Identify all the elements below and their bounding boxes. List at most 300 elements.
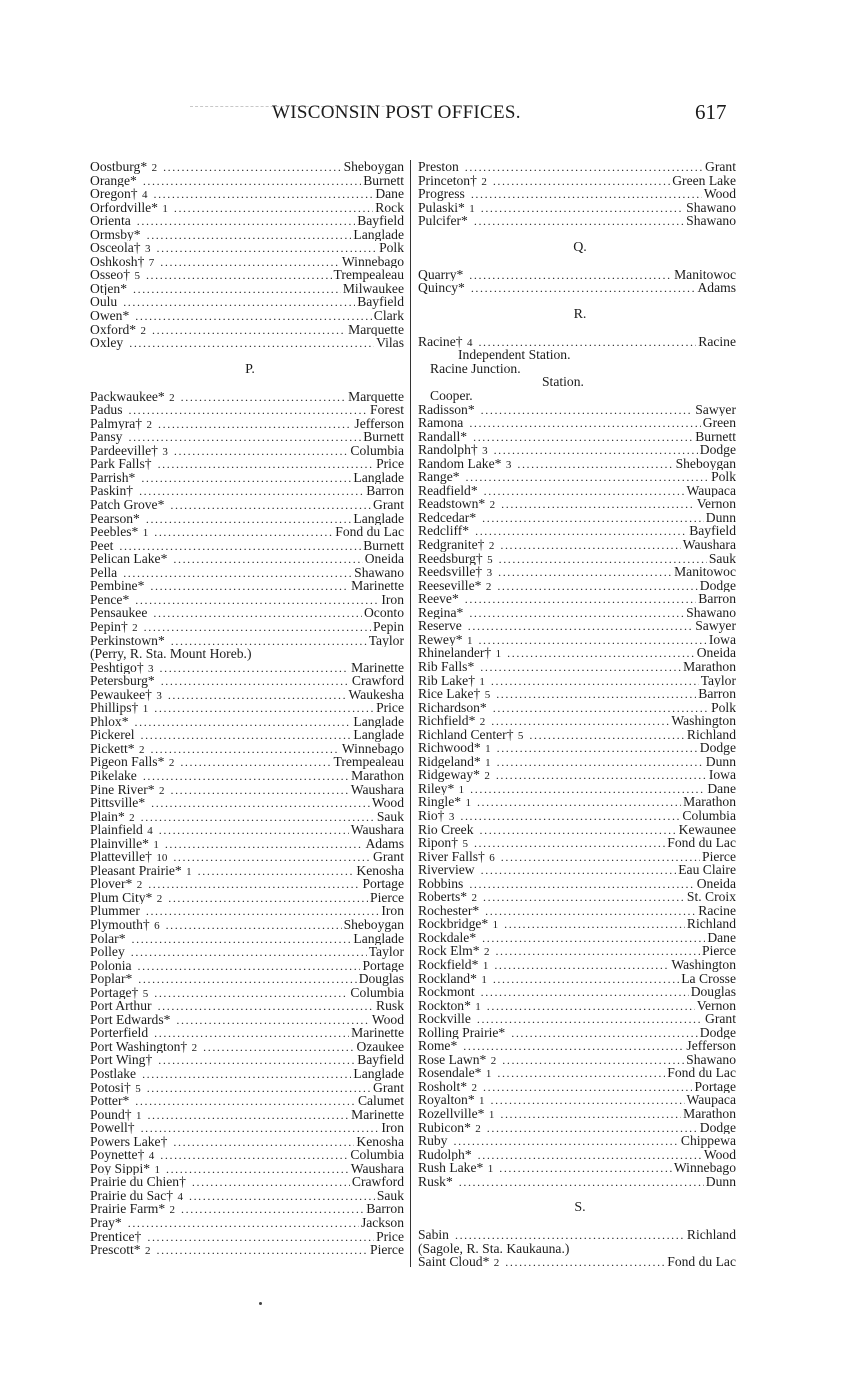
post-office-entry bbox=[90, 796, 404, 810]
post-office-name bbox=[90, 390, 175, 404]
office-name-text: Richland Center† bbox=[418, 727, 514, 742]
county-name: Waupaca bbox=[686, 483, 736, 498]
post-office-name bbox=[418, 524, 469, 538]
office-name-text: Redcedar* bbox=[418, 510, 477, 525]
dot-leader bbox=[469, 417, 700, 430]
county-name: Marathon bbox=[351, 768, 404, 783]
dot-leader bbox=[123, 567, 352, 580]
county-name: Langlade bbox=[353, 931, 404, 946]
post-office-name bbox=[418, 174, 487, 188]
post-office-name bbox=[90, 471, 135, 485]
county-name: Marathon bbox=[683, 1107, 736, 1121]
dot-leader bbox=[477, 796, 681, 809]
office-name-text: Oxford* bbox=[90, 322, 137, 337]
right-column bbox=[418, 160, 736, 1269]
post-office-name bbox=[418, 268, 463, 282]
county-name: Shawano bbox=[686, 214, 736, 228]
post-office-entry bbox=[418, 836, 736, 850]
county-name: Taylor bbox=[368, 945, 404, 959]
post-office-name bbox=[418, 1175, 453, 1189]
office-mark: 1 bbox=[458, 783, 465, 796]
dot-leader bbox=[481, 404, 694, 417]
office-mark: 2 bbox=[191, 1041, 198, 1054]
office-name-text: Rosendale* bbox=[418, 1066, 482, 1080]
post-office-entry bbox=[418, 1012, 736, 1026]
county-name: Wood bbox=[371, 796, 404, 810]
county-name: Milwaukee bbox=[342, 281, 404, 296]
dot-leader bbox=[150, 580, 349, 593]
dot-leader bbox=[487, 1000, 695, 1013]
office-mark: 3 bbox=[486, 567, 493, 579]
post-office-name bbox=[90, 810, 135, 824]
post-office-entry bbox=[418, 1134, 736, 1148]
post-office-name bbox=[90, 769, 137, 783]
dot-leader bbox=[499, 553, 707, 566]
office-mark: 10 bbox=[156, 852, 168, 864]
office-mark: 2 bbox=[169, 391, 175, 404]
dot-leader bbox=[485, 905, 696, 918]
post-office-entry bbox=[90, 471, 404, 485]
dot-leader bbox=[173, 851, 371, 864]
county-name: Winnebago bbox=[673, 1161, 736, 1175]
office-mark: 2 bbox=[493, 1257, 500, 1269]
post-office-entry bbox=[418, 443, 736, 457]
county-name: Wood bbox=[371, 1012, 404, 1027]
dot-leader bbox=[474, 215, 684, 228]
office-mark: 2 bbox=[136, 879, 143, 891]
post-office-name bbox=[90, 160, 157, 174]
post-office-entry bbox=[90, 255, 404, 269]
office-mark: 1 bbox=[153, 838, 159, 851]
dot-leader bbox=[129, 337, 374, 350]
dot-leader bbox=[469, 269, 672, 282]
office-name-text: Powers Lake† bbox=[90, 1134, 168, 1149]
post-office-name bbox=[90, 891, 162, 905]
post-office-entry bbox=[418, 877, 736, 891]
dot-leader bbox=[469, 607, 684, 620]
post-office-name bbox=[418, 606, 463, 620]
post-office-entry bbox=[418, 403, 736, 417]
post-office-entry bbox=[90, 1148, 404, 1162]
dot-leader bbox=[475, 525, 687, 538]
office-name-text: Radisson* bbox=[418, 402, 475, 417]
office-name-text: Redcliff* bbox=[418, 524, 470, 539]
post-office-entry bbox=[90, 701, 404, 715]
post-office-name bbox=[418, 619, 462, 633]
dot-leader bbox=[497, 1067, 665, 1080]
post-office-name bbox=[418, 646, 501, 660]
dot-leader bbox=[181, 1203, 364, 1216]
office-name-text: Rockbridge* bbox=[418, 917, 489, 931]
post-office-entry bbox=[90, 1067, 404, 1081]
post-office-name bbox=[418, 497, 495, 511]
post-office-name bbox=[418, 1161, 493, 1175]
dot-leader bbox=[144, 621, 371, 634]
office-name-text: Porterfield bbox=[90, 1026, 149, 1040]
post-office-entry bbox=[418, 268, 736, 282]
post-office-entry bbox=[90, 945, 404, 959]
county-name: Waushara bbox=[350, 823, 404, 837]
office-name-text: Palmyra† bbox=[90, 416, 143, 431]
county-name: Barron bbox=[698, 687, 736, 701]
office-name-text: Orange* bbox=[90, 173, 137, 188]
post-office-name bbox=[90, 214, 131, 228]
dot-leader bbox=[159, 824, 349, 837]
post-office-name bbox=[418, 201, 475, 215]
post-office-name bbox=[90, 295, 117, 309]
post-office-name bbox=[418, 579, 491, 593]
office-name-text: Richardson* bbox=[418, 700, 487, 715]
post-office-entry bbox=[418, 214, 736, 228]
post-office-name bbox=[418, 850, 495, 864]
post-office-entry bbox=[90, 214, 404, 228]
county-name: Polk bbox=[711, 470, 736, 484]
county-name: Langlade bbox=[353, 470, 404, 485]
dot-leader bbox=[468, 620, 693, 633]
office-mark: 1 bbox=[485, 1068, 492, 1080]
post-office-entry bbox=[90, 1026, 404, 1040]
dot-leader bbox=[138, 960, 361, 973]
post-office-name bbox=[418, 511, 476, 525]
dot-leader bbox=[181, 391, 346, 404]
dot-leader bbox=[128, 431, 361, 444]
dot-leader bbox=[173, 1136, 354, 1149]
dot-leader bbox=[146, 269, 332, 282]
post-office-entry bbox=[418, 1161, 736, 1175]
county-name: Calumet bbox=[357, 1094, 404, 1108]
post-office-entry bbox=[90, 1135, 404, 1149]
dot-leader bbox=[491, 1094, 685, 1107]
office-mark: 4 bbox=[466, 336, 473, 349]
office-mark: 5 bbox=[134, 270, 140, 282]
post-office-entry bbox=[418, 1175, 736, 1189]
post-office-entry bbox=[418, 768, 736, 782]
office-name-text: Polonia bbox=[90, 958, 132, 973]
county-name: Douglas bbox=[690, 985, 736, 999]
note-line: Station. bbox=[542, 374, 584, 390]
office-mark: 2 bbox=[156, 892, 163, 905]
dot-leader bbox=[141, 1122, 380, 1135]
post-office-name bbox=[418, 187, 465, 201]
county-name: Adams bbox=[697, 281, 736, 295]
post-office-entry bbox=[418, 552, 736, 566]
dot-leader bbox=[491, 675, 699, 688]
post-office-entry bbox=[90, 323, 404, 337]
office-name-text: Random Lake* bbox=[418, 456, 502, 471]
office-mark: 2 bbox=[479, 716, 486, 728]
dot-leader bbox=[517, 458, 673, 471]
county-name: Jefferson bbox=[686, 1039, 736, 1053]
post-office-entry bbox=[90, 606, 404, 620]
post-office-entry bbox=[90, 1243, 404, 1257]
dot-leader bbox=[493, 973, 679, 986]
post-office-name bbox=[90, 1189, 183, 1203]
county-name: Chippewa bbox=[680, 1134, 736, 1148]
post-office-entry bbox=[90, 1040, 404, 1054]
office-name-text: Perkinstown* bbox=[90, 633, 165, 648]
dot-leader bbox=[480, 661, 681, 674]
office-mark: 4 bbox=[141, 189, 148, 201]
county-name: Burnett bbox=[363, 430, 404, 444]
dot-leader bbox=[154, 1027, 349, 1040]
post-office-name bbox=[90, 850, 167, 864]
office-mark: 1 bbox=[469, 202, 475, 215]
county-name: Marinette bbox=[351, 660, 404, 675]
post-office-entry bbox=[90, 525, 404, 539]
office-mark: 1 bbox=[481, 973, 487, 986]
dot-leader bbox=[152, 324, 346, 337]
office-name-text: Poynette† bbox=[90, 1148, 145, 1162]
office-name-text: Pulcifer* bbox=[418, 214, 468, 228]
office-name-text: Regina* bbox=[418, 605, 464, 620]
office-name-text: Plum City* bbox=[90, 890, 153, 905]
dot-leader bbox=[154, 526, 333, 539]
post-office-entry bbox=[90, 539, 404, 553]
post-office-entry bbox=[90, 552, 404, 566]
county-name: Pierce bbox=[370, 890, 404, 905]
post-office-name bbox=[90, 417, 152, 431]
dot-leader bbox=[497, 742, 698, 755]
office-mark: 1 bbox=[488, 1109, 495, 1121]
post-office-entry bbox=[418, 1121, 736, 1135]
county-name: Sawyer bbox=[695, 402, 736, 417]
post-office-name bbox=[418, 1121, 481, 1135]
office-name-text: Postlake bbox=[90, 1067, 137, 1081]
office-mark: 1 bbox=[492, 919, 499, 931]
post-office-entry bbox=[90, 620, 404, 634]
office-name-text: Rib Lake† bbox=[418, 673, 476, 688]
post-office-name bbox=[90, 228, 141, 242]
dot-leader bbox=[143, 175, 361, 188]
office-name-text: Plover* bbox=[90, 877, 133, 891]
office-name-text: Rusk* bbox=[418, 1174, 453, 1189]
post-office-entry bbox=[418, 484, 736, 498]
post-office-entry bbox=[418, 741, 736, 755]
post-office-name bbox=[90, 959, 132, 973]
county-name: Crawford bbox=[351, 674, 404, 688]
county-name: Taylor bbox=[700, 673, 736, 688]
county-name: Manitowoc bbox=[674, 267, 736, 282]
post-office-entry bbox=[418, 1066, 736, 1080]
office-name-text: Rockland* bbox=[418, 971, 477, 986]
office-name-text: Readfield* bbox=[418, 483, 478, 498]
post-office-entry bbox=[418, 592, 736, 606]
office-name-text: Plain* bbox=[90, 809, 125, 824]
office-mark: 2 bbox=[145, 1245, 151, 1257]
county-name: Grant bbox=[373, 1080, 404, 1095]
post-office-entry bbox=[418, 931, 736, 945]
office-name-text: Sabin bbox=[418, 1228, 449, 1242]
post-office-entry bbox=[418, 281, 736, 295]
dot-leader bbox=[497, 756, 704, 769]
county-name: Barron bbox=[698, 592, 736, 606]
post-office-name bbox=[90, 999, 152, 1013]
county-name: Ozaukee bbox=[356, 1039, 404, 1054]
dot-leader bbox=[470, 783, 705, 796]
office-mark: 1 bbox=[135, 1109, 142, 1122]
post-office-entry bbox=[418, 524, 736, 538]
dot-leader bbox=[160, 662, 350, 675]
post-office-entry bbox=[90, 972, 404, 986]
county-name: Iron bbox=[381, 1121, 404, 1135]
post-office-name bbox=[418, 728, 523, 742]
county-name: Price bbox=[376, 701, 404, 715]
post-office-entry bbox=[90, 904, 404, 918]
post-office-name bbox=[418, 538, 494, 552]
county-name: Pierce bbox=[702, 849, 736, 864]
column-divider bbox=[410, 160, 411, 1267]
office-name-text: Port Arthur bbox=[90, 999, 152, 1013]
office-name-text: Polley bbox=[90, 945, 125, 959]
post-office-entry bbox=[418, 430, 736, 444]
county-name: Washington bbox=[671, 714, 736, 728]
post-office-entry bbox=[418, 714, 736, 728]
post-office-entry bbox=[418, 579, 736, 593]
dot-leader bbox=[507, 647, 695, 660]
county-name: Crawford bbox=[351, 1175, 404, 1189]
county-name: Pierce bbox=[702, 944, 736, 958]
dot-leader bbox=[142, 1068, 351, 1081]
dot-leader bbox=[132, 933, 352, 946]
post-office-entry bbox=[418, 201, 736, 215]
county-name: Winnebago bbox=[341, 741, 404, 756]
county-name: Waushara bbox=[682, 538, 736, 552]
county-name: Columbia bbox=[350, 443, 404, 458]
post-office-name bbox=[90, 201, 168, 215]
dot-leader bbox=[170, 784, 348, 797]
office-name-text: Orfordville* bbox=[90, 200, 158, 215]
office-name-text: Prescott* bbox=[90, 1243, 141, 1257]
office-name-text: Petersburg* bbox=[90, 674, 155, 688]
post-office-name bbox=[418, 877, 463, 891]
office-name-text: Pardeeville† bbox=[90, 443, 158, 458]
office-mark: 3 bbox=[482, 445, 488, 457]
office-name-text: Pearson* bbox=[90, 511, 140, 526]
office-mark: 1 bbox=[495, 648, 502, 660]
county-name: Marinette bbox=[351, 1026, 404, 1040]
dot-leader bbox=[147, 1082, 371, 1095]
post-office-name bbox=[90, 783, 164, 797]
post-office-entry bbox=[90, 309, 404, 323]
office-mark: 2 bbox=[151, 162, 158, 174]
post-office-entry bbox=[90, 932, 404, 946]
county-name: Wood bbox=[703, 187, 736, 201]
post-office-name bbox=[90, 688, 162, 702]
post-office-entry bbox=[90, 986, 404, 1000]
dot-leader bbox=[484, 485, 685, 498]
post-office-entry bbox=[90, 1013, 404, 1027]
post-office-name bbox=[418, 214, 468, 228]
office-mark: 2 bbox=[140, 324, 146, 337]
county-name: Racine bbox=[698, 334, 736, 349]
county-name: Barron bbox=[366, 1202, 404, 1217]
post-office-name bbox=[90, 593, 129, 607]
office-name-text: Poplar* bbox=[90, 972, 133, 986]
post-office-entry bbox=[90, 498, 404, 512]
post-office-name bbox=[90, 484, 133, 498]
dot-leader bbox=[158, 1054, 355, 1067]
office-name-text: Peebles* bbox=[90, 525, 139, 539]
county-name: Polk bbox=[711, 700, 736, 715]
office-name-text: Portage† bbox=[90, 985, 139, 1000]
dot-leader bbox=[478, 1149, 702, 1162]
dot-leader bbox=[165, 838, 364, 851]
office-name-text: Prairie du Chien† bbox=[90, 1175, 186, 1189]
office-name-text: Richwood* bbox=[418, 741, 481, 755]
dot-leader bbox=[500, 1108, 681, 1121]
office-name-text: Ruby bbox=[418, 1134, 448, 1148]
office-name-text: Phlox* bbox=[90, 714, 129, 729]
post-office-name bbox=[418, 416, 463, 430]
office-name-text: Platteville† bbox=[90, 850, 152, 864]
county-name: Columbia bbox=[682, 808, 736, 823]
county-name: Pepin bbox=[373, 619, 404, 634]
county-name: Marathon bbox=[683, 795, 736, 809]
post-office-name bbox=[418, 1012, 471, 1026]
post-office-name bbox=[90, 309, 129, 323]
post-office-name bbox=[418, 809, 454, 823]
post-office-entry bbox=[90, 295, 404, 309]
office-name-text: River Falls† bbox=[418, 849, 485, 864]
dot-leader bbox=[480, 824, 677, 837]
office-name-text: Preston bbox=[418, 160, 459, 174]
dot-leader bbox=[150, 743, 339, 756]
office-name-text: Rock Elm* bbox=[418, 944, 480, 958]
county-name: Vernon bbox=[696, 497, 736, 511]
post-office-entry bbox=[418, 497, 736, 511]
county-name: Marinette bbox=[351, 579, 404, 593]
post-office-entry bbox=[90, 1189, 404, 1203]
post-office-name bbox=[90, 552, 167, 566]
post-office-entry bbox=[418, 187, 736, 201]
county-name: Waushara bbox=[350, 1161, 404, 1176]
post-office-name bbox=[418, 565, 492, 579]
office-name-text: Polar* bbox=[90, 931, 126, 946]
dot-leader bbox=[477, 1013, 703, 1026]
office-name-text: Potter* bbox=[90, 1094, 130, 1108]
post-office-name bbox=[90, 1081, 141, 1095]
dot-leader bbox=[453, 1135, 678, 1148]
office-name-text: Rockmont bbox=[418, 985, 475, 999]
post-office-name bbox=[90, 1202, 175, 1216]
post-office-name bbox=[90, 444, 168, 458]
section-letter: P. bbox=[245, 361, 255, 377]
county-name: Iowa bbox=[708, 768, 736, 782]
left-column bbox=[90, 160, 404, 1257]
county-name: Barron bbox=[366, 484, 404, 499]
office-name-text: Parrish* bbox=[90, 470, 136, 485]
post-office-entry bbox=[90, 512, 404, 526]
county-name: La Crosse bbox=[681, 971, 736, 986]
dot-leader bbox=[157, 242, 378, 255]
office-mark: 2 bbox=[169, 1204, 176, 1217]
post-office-entry bbox=[90, 201, 404, 215]
county-name: Richland bbox=[686, 917, 736, 931]
county-name: Sawyer bbox=[695, 619, 736, 633]
county-name: Marinette bbox=[351, 1107, 404, 1122]
county-name: Polk bbox=[379, 241, 404, 255]
county-name: Iron bbox=[381, 592, 404, 607]
county-name: Dane bbox=[707, 930, 736, 945]
office-name-text: Rolling Prairie* bbox=[418, 1025, 506, 1040]
post-office-entry bbox=[418, 999, 736, 1013]
dot-leader bbox=[192, 1176, 350, 1189]
county-name: Oneida bbox=[696, 646, 736, 660]
post-office-entry bbox=[418, 1039, 736, 1053]
note-line: Racine Junction. bbox=[430, 360, 521, 376]
office-mark: 4 bbox=[147, 825, 153, 837]
post-office-entry bbox=[90, 403, 404, 417]
